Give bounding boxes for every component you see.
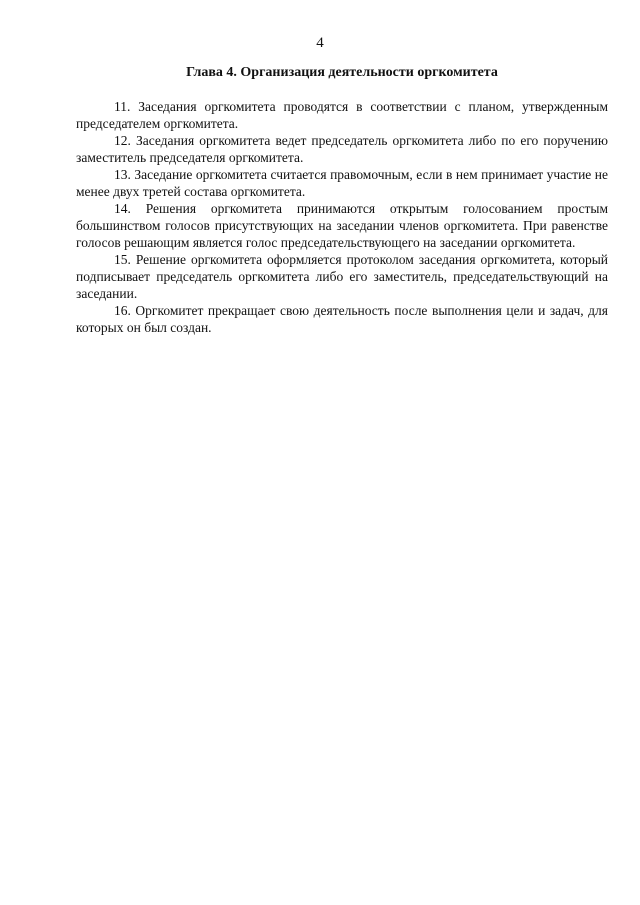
paragraph-12: 12. Заседания оргкомитета ведет председатель оргкомитета либо по его поручению заместитель председателя оргкомитета.	[76, 133, 608, 165]
paragraph-14: 14. Решения оргкомитета принимаются открытым голосованием простым большинством голосов присутствующих на заседании членов оргкомитета. При равенстве голосов решающим является голос председательствующего на заседании оргкомитета.	[76, 201, 608, 250]
paragraph-16: 16. Оргкомитет прекращает свою деятельность после выполнения цели и задач, для которых он был создан.	[76, 303, 608, 335]
chapter-title: Глава 4. Организация деятельности оргкомитета	[186, 65, 498, 80]
paragraph-13: 13. Заседание оргкомитета считается правомочным, если в нем принимает участие не менее двух третей состава оргкомитета.	[76, 167, 608, 199]
paragraph-15: 15. Решение оргкомитета оформляется протоколом заседания оргкомитета, который подписывает председатель оргкомитета либо его заместитель, председательствующий на заседании.	[76, 252, 608, 301]
page-number: 4	[316, 35, 324, 51]
paragraph-11: 11. Заседания оргкомитета проводятся в соответствии с планом, утвержденным председателем оргкомитета.	[76, 99, 608, 131]
document-body	[76, 98, 608, 336]
